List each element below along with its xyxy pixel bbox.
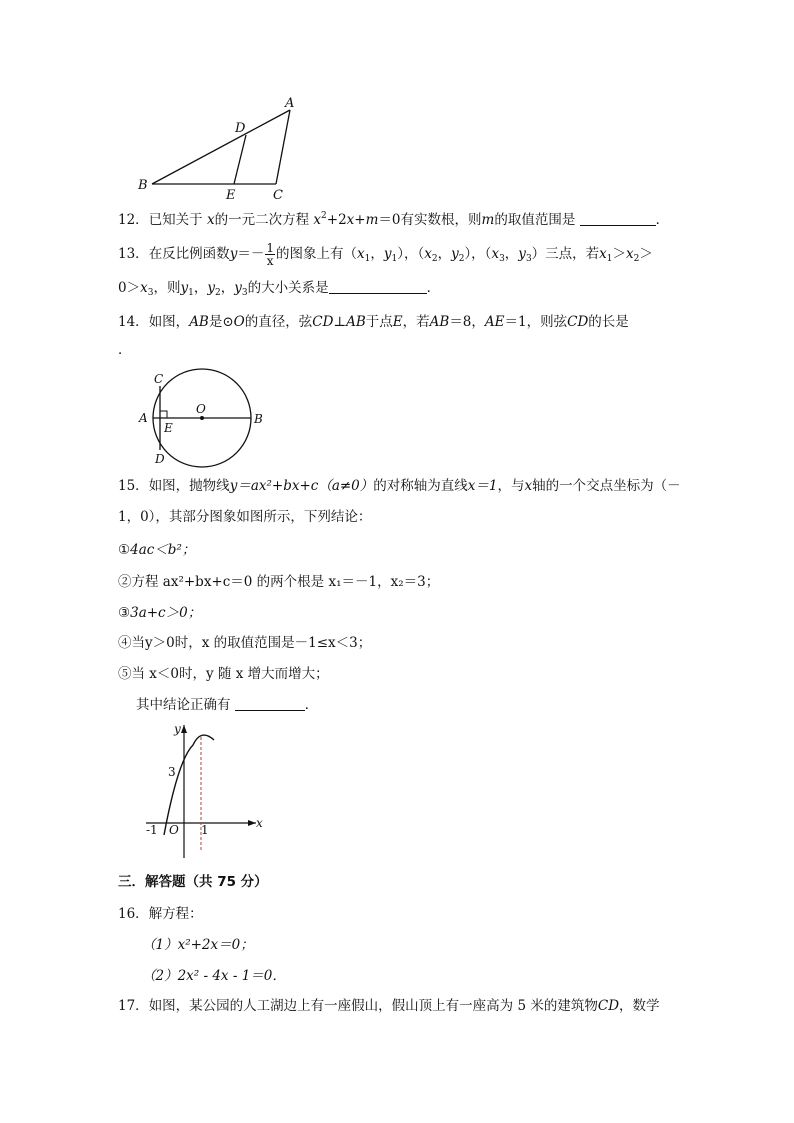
question-14: 14．如图，AB是⊙O的直径，弦CD⊥AB于点E，若AB＝8，AE＝1，则弦CD的长是 (118, 314, 629, 330)
label-b: B (254, 412, 263, 426)
statement-3: ③3a+c＞0； (118, 605, 202, 621)
statement-4: ④当y＞0时，x 的取值范围是－1≤x＜3； (118, 635, 372, 651)
label-e: E (226, 188, 236, 202)
axis-label-y: y (174, 722, 181, 736)
fraction: $\frac{1}{x}$ (266, 241, 274, 268)
question-14-end: ． (118, 342, 132, 358)
question-13-line2: $0>x_3$，则$y_1$，$y_2$，$y_3$的大小关系是 ． (118, 280, 441, 298)
label-a: A (139, 411, 148, 425)
origin-label: O (169, 823, 179, 837)
label-a: A (285, 96, 295, 111)
axis-label-x: x (256, 816, 263, 830)
label-b: B (138, 178, 148, 193)
statement-1: ①4ac＜b²； (118, 542, 196, 558)
question-15-conclusion: 其中结论正确有 ． (136, 697, 319, 713)
label-c: C (154, 372, 164, 386)
question-16-part1: （1）x²+2x＝0； (142, 937, 254, 953)
answer-blank[interactable] (235, 696, 305, 711)
statement-2: ②方程 ax²+bx+c＝0 的两个根是 x₁＝－1，x₂＝3； (118, 574, 440, 590)
circle-figure (134, 366, 268, 470)
question-17: 17．如图，某公园的人工湖边上有一座假山，假山顶上有一座高为 5 米的建筑物CD，数学 (118, 998, 660, 1014)
tick-3: 3 (168, 765, 176, 779)
tick-neg1: -1 (146, 823, 158, 837)
question-13: 13．在反比例函数y＝－ $\frac{1}{x}$ 的图象上有（$x_1$，$y_1$），（$x_2$，$y_2$），（$x_3$，$y_3$）三点，若$x_1>x_2>$ (118, 241, 653, 268)
answer-blank[interactable] (580, 211, 656, 226)
label-o: O (196, 402, 206, 416)
statement-5: ⑤当 x＜0时，y 随 x 增大而增大； (118, 666, 329, 682)
parabola-figure (138, 720, 268, 862)
answer-blank[interactable] (329, 279, 427, 294)
question-16: 16．解方程： (118, 906, 203, 922)
label-e: E (164, 421, 173, 435)
question-15-line2: 1，0），其部分图象如图所示，下列结论： (118, 509, 372, 525)
question-12: 12．已知关于 x的一元二次方程 $x^2+2x+m=0$有实数根，则m的取值范围是 ． (118, 211, 670, 228)
tick-1: 1 (201, 823, 209, 837)
triangle-figure (130, 92, 310, 202)
question-15: 15．如图，抛物线y＝ax²+bx+c（a≠0）的对称轴为直线x＝1，与x轴的一个交点坐标为（－ (118, 478, 681, 494)
label-d: D (235, 121, 246, 136)
label-d: D (155, 452, 165, 466)
label-c: C (273, 188, 283, 202)
section-title: 三．解答题（共 75 分） (118, 874, 268, 890)
question-16-part2: （2）2x² - 4x - 1＝0． (142, 968, 286, 984)
